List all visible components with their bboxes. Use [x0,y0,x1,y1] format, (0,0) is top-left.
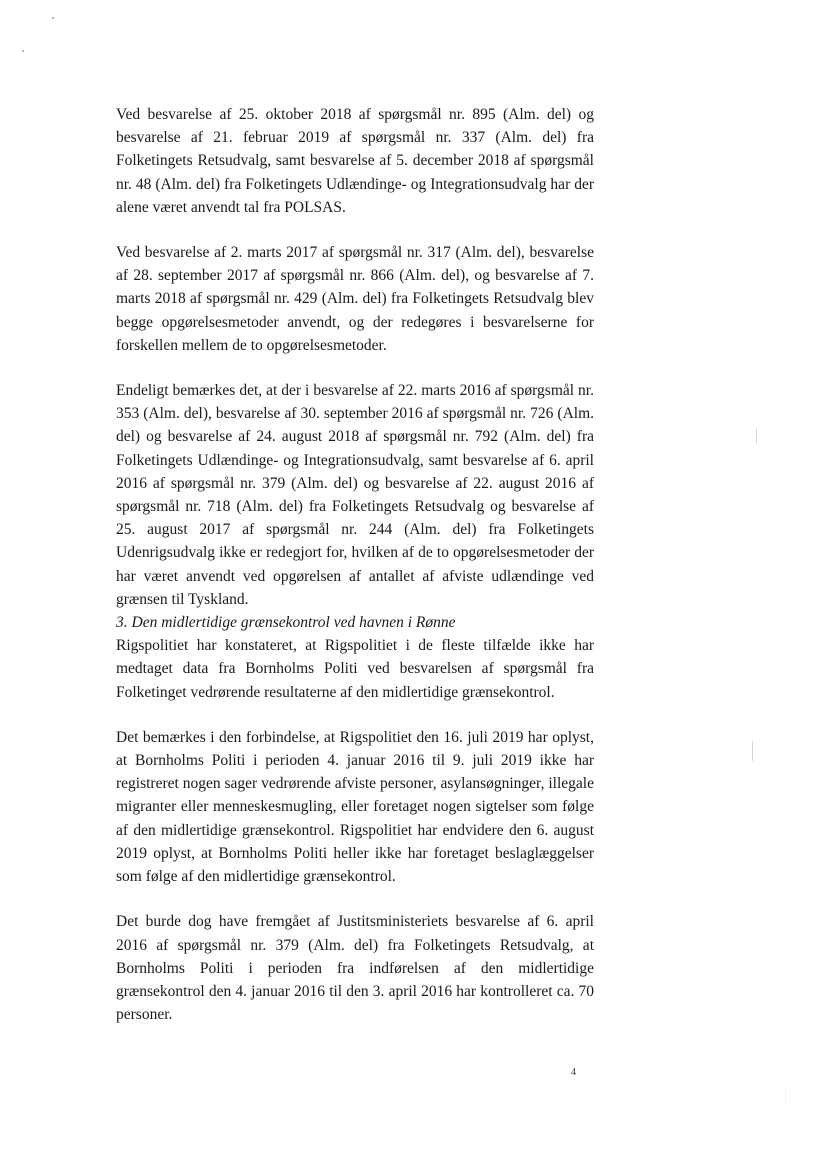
paragraph-not-clarified: Endeligt bemærkes det, at der i besvarelse af 22. marts 2016 af spørgsmål nr. 353 (Alm. del), besvarelse af 30. september 2016 af spørgsmål nr. 726 (Alm. del) og besvarelse af 24. august 2018 af spørgsmål nr. 792 (Alm. del) fra Folketingets Udlændinge- og Integrationsudvalg, samt besvarelse af 6. april 2016 af spørgsmål nr. 379 (Alm. del) og besvarelse af 22. august 2016 af spørgsmål nr. 718 (Alm. del) fra Folketingets Retsudvalg og besvarelse af 25. august 2017 af spørgsmål nr. 244 (Alm. del) fra Folketingets Udenrigsudvalg ikke er redegjort for, hvilken af de to opgørelsesmetoder der har været anvendt ved opgørelsen af antallet af afviste udlændinge ved grænsen til Tyskland. [116,382,594,608]
paragraph-bornholm: Det bemærkes i den forbindelse, at Rigspolitiet den 16. juli 2019 har oplyst, at Bornholms Politi i perioden 4. januar 2016 til 9. juli 2019 ikke har registreret nogen sager vedrørende afviste personer, asylansøgninger, illegale migranter eller menneskesmugling, eller foretaget nogen sigtelser som følge af den midlertidige grænsekontrol. Rigspolitiet har endvidere den 6. august 2019 oplyst, at Bornholms Politi heller ikke har foretaget beslaglæggelser som følge af den midlertidige grænsekontrol. [116,728,594,886]
body-text [116,103,594,1026]
scan-artifact-line [752,741,753,761]
paragraph-polsas: Ved besvarelse af 25. oktober 2018 af spørgsmål nr. 895 (Alm. del) og besvarelse af 21. februar 2019 af spørgsmål nr. 337 (Alm. del) fra Folketingets Retsudvalg, samt besvarelse af 5. december 2018 af spørgsmål nr. 48 (Alm. del) fra Folketingets Udlændinge- og Integrationsudvalg har der alene været anvendt tal fra POLSAS. [116,106,594,216]
paragraph-justitsministeriet: Det burde dog have fremgået af Justitsministeriets besvarelse af 6. april 2016 af spørgsmål nr. 379 (Alm. del) fra Folketingets Retsudvalg, at Bornholms Politi i perioden fra indførelsen af den midlertidige grænsekontrol den 4. januar 2016 til den 3. april 2016 har kontrolleret ca. 70 personer. [116,913,594,1024]
page-number: 4 [571,1067,576,1078]
paragraph-rigspolitiet: Rigspolitiet har konstateret, at Rigspolitiet i de fleste tilfælde ikke har medtaget data fra Bornholms Politi ved besvarelsen af spørgsmål fra Folketinget vedrørende resultaterne af den midlertidige grænsekontrol. [116,637,594,701]
section-heading: 3. Den midlertidige grænsekontrol ved havnen i Rønne [116,614,456,632]
scan-speck [52,17,54,19]
scan-speck [22,50,24,52]
scan-artifact-line [756,428,757,444]
paragraph-both-methods: Ved besvarelse af 2. marts 2017 af spørgsmål nr. 317 (Alm. del), besvarelse af 28. september 2017 af spørgsmål nr. 866 (Alm. del), og besvarelse af 7. marts 2018 af spørgsmål nr. 429 (Alm. del) fra Folketingets Retsudvalg blev begge opgørelsesmetoder anvendt, og der redegøres i besvarelserne for forskellen mellem de to opgørelsesmetoder. [116,244,594,354]
scan-artifact-line [785,1090,786,1102]
